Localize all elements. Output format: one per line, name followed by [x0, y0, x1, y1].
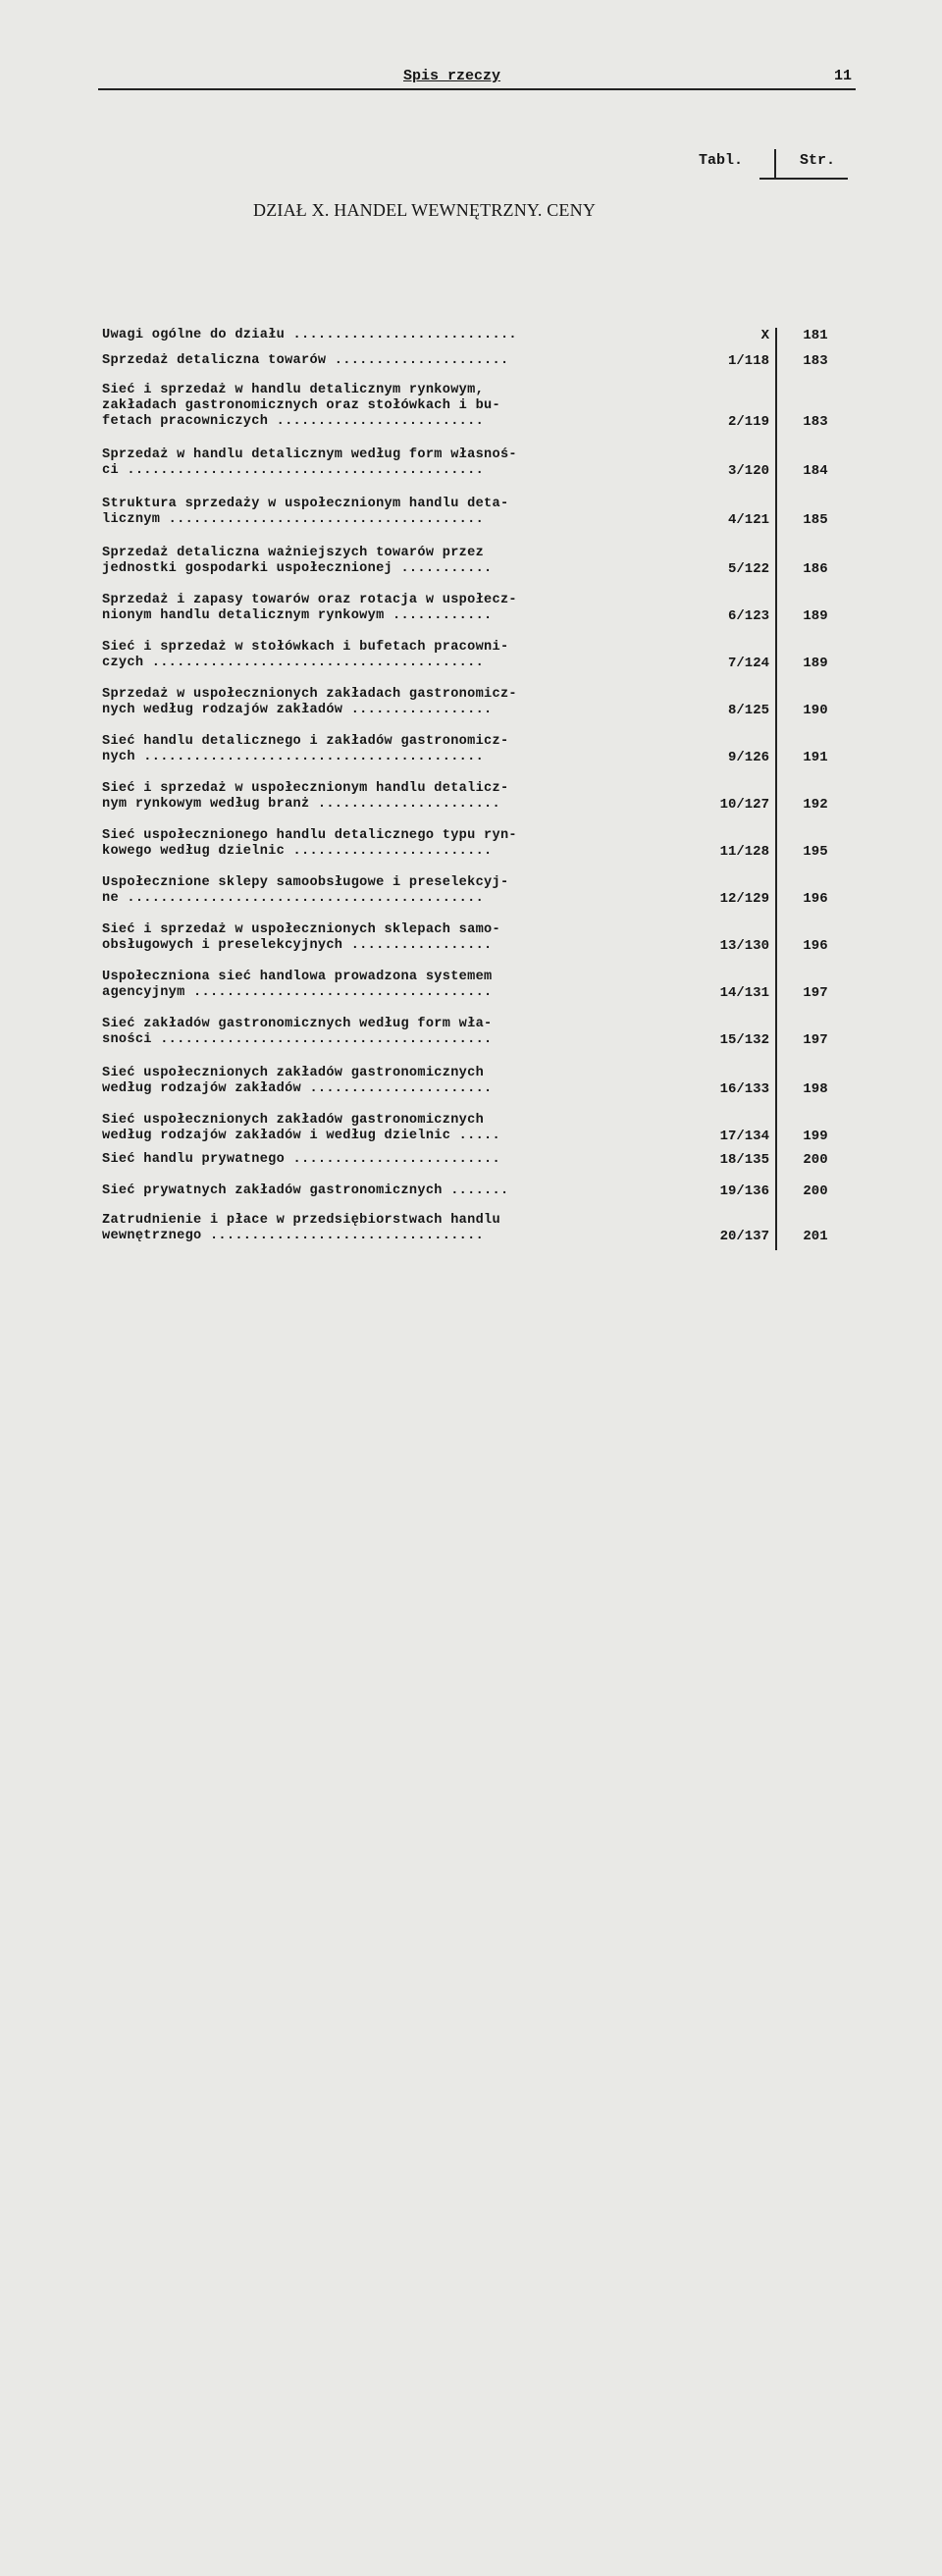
- toc-entry-line: zakładach gastronomicznych oraz stołówkach i bu-: [102, 398, 500, 413]
- toc-entry-description: [102, 1213, 676, 1244]
- toc-entry-page-number: 198: [803, 1081, 828, 1097]
- toc-entry: [102, 593, 848, 624]
- toc-entry-description: [102, 1017, 676, 1048]
- toc-entry-table-number: 20/137: [719, 1229, 769, 1244]
- toc-entry-description: [102, 593, 676, 624]
- toc-entry-line: Sieć uspołecznionych zakładów gastronomicznych: [102, 1113, 485, 1128]
- toc-entry: [102, 447, 848, 479]
- toc-entry-description: [102, 1183, 676, 1199]
- toc-entry-page-number: 197: [803, 985, 828, 1001]
- toc-entry-page-number: 191: [803, 750, 828, 765]
- toc-entry-line: nych według rodzajów zakładów .................: [102, 703, 493, 717]
- running-head-title: Spis rzeczy: [403, 68, 501, 84]
- toc-entry-description: [102, 1066, 676, 1097]
- toc-entry-table-number: 19/136: [719, 1183, 769, 1199]
- toc-entry-line: Sieć i sprzedaż w handlu detalicznym rynkowym,: [102, 383, 485, 397]
- toc-entry-page-number: 201: [803, 1229, 828, 1244]
- toc-entry-page-number: 183: [803, 414, 828, 430]
- toc-entry: [102, 828, 848, 860]
- toc-entry-table-number: X: [760, 328, 769, 343]
- toc-entry-page-number: 183: [803, 353, 828, 369]
- toc-entry: [102, 687, 848, 718]
- toc-entry: [102, 546, 848, 577]
- toc-entry: [102, 1152, 848, 1168]
- column-header-str: Str.: [800, 152, 836, 169]
- toc-entry-page-number: 200: [803, 1183, 828, 1199]
- toc-entry: [102, 1066, 848, 1097]
- toc-entry-line: Sieć i sprzedaż w stołówkach i bufetach pracowni-: [102, 640, 509, 655]
- toc-entry-page-number: 181: [803, 328, 828, 343]
- toc-entry-line: fetach pracowniczych .........................: [102, 414, 485, 429]
- toc-entry-page-number: 192: [803, 797, 828, 813]
- toc-entry-description: [102, 546, 676, 577]
- toc-entry-line: Uspołecznione sklepy samoobsługowe i preselekcyj-: [102, 875, 509, 890]
- toc-entry-description: [102, 1152, 676, 1168]
- toc-entry-line: Sieć prywatnych zakładów gastronomicznych .......: [102, 1183, 509, 1198]
- toc-entry-table-number: 6/123: [727, 608, 769, 624]
- toc-entry-line: według rodzajów zakładów ......................: [102, 1081, 493, 1096]
- toc-entry-line: nych .........................................: [102, 750, 485, 764]
- toc-entry-description: [102, 497, 676, 528]
- toc-entry-page-number: 197: [803, 1032, 828, 1048]
- toc-entry-description: [102, 447, 676, 479]
- toc-entry-line: Sieć uspołecznionych zakładów gastronomicznych: [102, 1066, 485, 1080]
- toc-entry-line: Sieć i sprzedaż w uspołecznionych sklepach samo-: [102, 922, 500, 937]
- toc-entry-line: nym rynkowym według branż ......................: [102, 797, 500, 812]
- toc-entry: [102, 734, 848, 765]
- toc-entry-line: obsługowych i preselekcyjnych .................: [102, 938, 493, 953]
- toc-entry-line: Uspołeczniona sieć handlowa prowadzona systemem: [102, 970, 493, 984]
- column-headers: [699, 149, 856, 179]
- toc-entry-description: [102, 970, 676, 1001]
- toc-entry-line: Sprzedaż detaliczna ważniejszych towarów przez: [102, 546, 485, 560]
- toc-entry-line: ne ...........................................: [102, 891, 485, 906]
- toc-entry-table-number: 14/131: [719, 985, 769, 1001]
- toc-entry-table-number: 7/124: [727, 656, 769, 671]
- toc-entry-line: Sieć uspołecznionego handlu detalicznego typu ryn-: [102, 828, 517, 843]
- toc-entry-line: czych ........................................: [102, 656, 485, 670]
- toc-entry-line: Zatrudnienie i płace w przedsiębiorstwach handlu: [102, 1213, 500, 1228]
- toc-entry: [102, 970, 848, 1001]
- toc-entry-line: ci ...........................................: [102, 463, 485, 478]
- toc-entry-table-number: 4/121: [727, 512, 769, 528]
- toc-entry-page-number: 184: [803, 463, 828, 479]
- toc-entry: [102, 922, 848, 954]
- toc-entry: [102, 640, 848, 671]
- toc-entry-table-number: 10/127: [719, 797, 769, 813]
- toc-entry-description: [102, 828, 676, 860]
- toc-entry-page-number: 190: [803, 703, 828, 718]
- toc-entry-description: [102, 353, 676, 369]
- toc-entry-table-number: 9/126: [727, 750, 769, 765]
- toc-entry-description: [102, 734, 676, 765]
- toc-entry-description: [102, 1113, 676, 1144]
- section-title: DZIAŁ X. HANDEL WEWNĘTRZNY. CENY: [253, 200, 597, 220]
- toc-entry-line: Sieć i sprzedaż w uspołecznionym handlu detalicz-: [102, 781, 509, 796]
- toc-entry-description: [102, 687, 676, 718]
- toc-entry-line: wewnętrznego .................................: [102, 1229, 485, 1243]
- toc-entry-description: [102, 328, 676, 343]
- toc-entry-table-number: 2/119: [727, 414, 769, 430]
- toc-entry-page-number: 199: [803, 1129, 828, 1144]
- column-divider: [774, 149, 776, 179]
- toc-entry-table-number: 3/120: [727, 463, 769, 479]
- running-head-page-number: 11: [833, 68, 852, 84]
- toc-entry-description: [102, 875, 676, 907]
- toc-entry: [102, 353, 848, 369]
- toc-entry-line: Sprzedaż w uspołecznionych zakładach gastronomicz-: [102, 687, 517, 702]
- toc-entry: [102, 1113, 848, 1144]
- toc-entry-table-number: 1/118: [727, 353, 769, 369]
- column-header-tabl: Tabl.: [699, 152, 744, 169]
- toc-entry-page-number: 186: [803, 561, 828, 577]
- toc-entry: [102, 781, 848, 813]
- toc-entry-line: sności ........................................: [102, 1032, 493, 1047]
- toc-entry-description: [102, 640, 676, 671]
- toc-entry-line: Struktura sprzedaży w uspołecznionym handlu deta-: [102, 497, 509, 511]
- running-head: [98, 65, 856, 90]
- toc-entry-line: kowego według dzielnic ........................: [102, 844, 493, 859]
- toc-entry: [102, 1017, 848, 1048]
- toc-entry: [102, 328, 848, 343]
- toc-entry-line: Uwagi ogólne do działu ...........................: [102, 328, 517, 342]
- toc-entry-line: Sieć zakładów gastronomicznych według form wła-: [102, 1017, 493, 1031]
- toc-entry-table-number: 13/130: [719, 938, 769, 954]
- toc-entry-description: [102, 781, 676, 813]
- toc-entry-line: licznym ......................................: [102, 512, 485, 527]
- toc-entry: [102, 875, 848, 907]
- toc-entry: [102, 383, 848, 430]
- toc-entry-table-number: 8/125: [727, 703, 769, 718]
- toc-entry-table-number: 15/132: [719, 1032, 769, 1048]
- toc-entry: [102, 1183, 848, 1199]
- column-header-rule: [759, 178, 848, 180]
- toc-entry-line: jednostki gospodarki uspołecznionej ...........: [102, 561, 493, 576]
- toc-entry-table-number: 12/129: [719, 891, 769, 907]
- toc-entry-table-number: 5/122: [727, 561, 769, 577]
- toc-entry-table-number: 18/135: [719, 1152, 769, 1168]
- toc-entry-page-number: 189: [803, 656, 828, 671]
- toc-entry-line: Sprzedaż detaliczna towarów .....................: [102, 353, 509, 368]
- toc-entry-line: Sprzedaż i zapasy towarów oraz rotacja w uspołecz-: [102, 593, 517, 607]
- toc-entry-description: [102, 383, 676, 430]
- toc-entry-page-number: 185: [803, 512, 828, 528]
- toc-entry-line: Sprzedaż w handlu detalicznym według form własnoś-: [102, 447, 517, 462]
- toc-entry-line: Sieć handlu prywatnego .........................: [102, 1152, 500, 1167]
- toc-entry-table-number: 11/128: [719, 844, 769, 860]
- toc-entry-page-number: 189: [803, 608, 828, 624]
- toc-entry-page-number: 200: [803, 1152, 828, 1168]
- toc-entry-table-number: 17/134: [719, 1129, 769, 1144]
- toc-entry-line: agencyjnym ....................................: [102, 985, 493, 1000]
- toc-entry-line: nionym handlu detalicznym rynkowym ............: [102, 608, 493, 623]
- toc-entry-description: [102, 922, 676, 954]
- toc-entry-page-number: 196: [803, 938, 828, 954]
- toc-entry-page-number: 196: [803, 891, 828, 907]
- toc-entry-page-number: 195: [803, 844, 828, 860]
- toc-entry: [102, 1213, 848, 1244]
- toc-entry-line: Sieć handlu detalicznego i zakładów gastronomicz-: [102, 734, 509, 749]
- toc-entry: [102, 497, 848, 528]
- toc-entry-line: według rodzajów zakładów i według dzielnic .....: [102, 1129, 500, 1143]
- toc-entry-table-number: 16/133: [719, 1081, 769, 1097]
